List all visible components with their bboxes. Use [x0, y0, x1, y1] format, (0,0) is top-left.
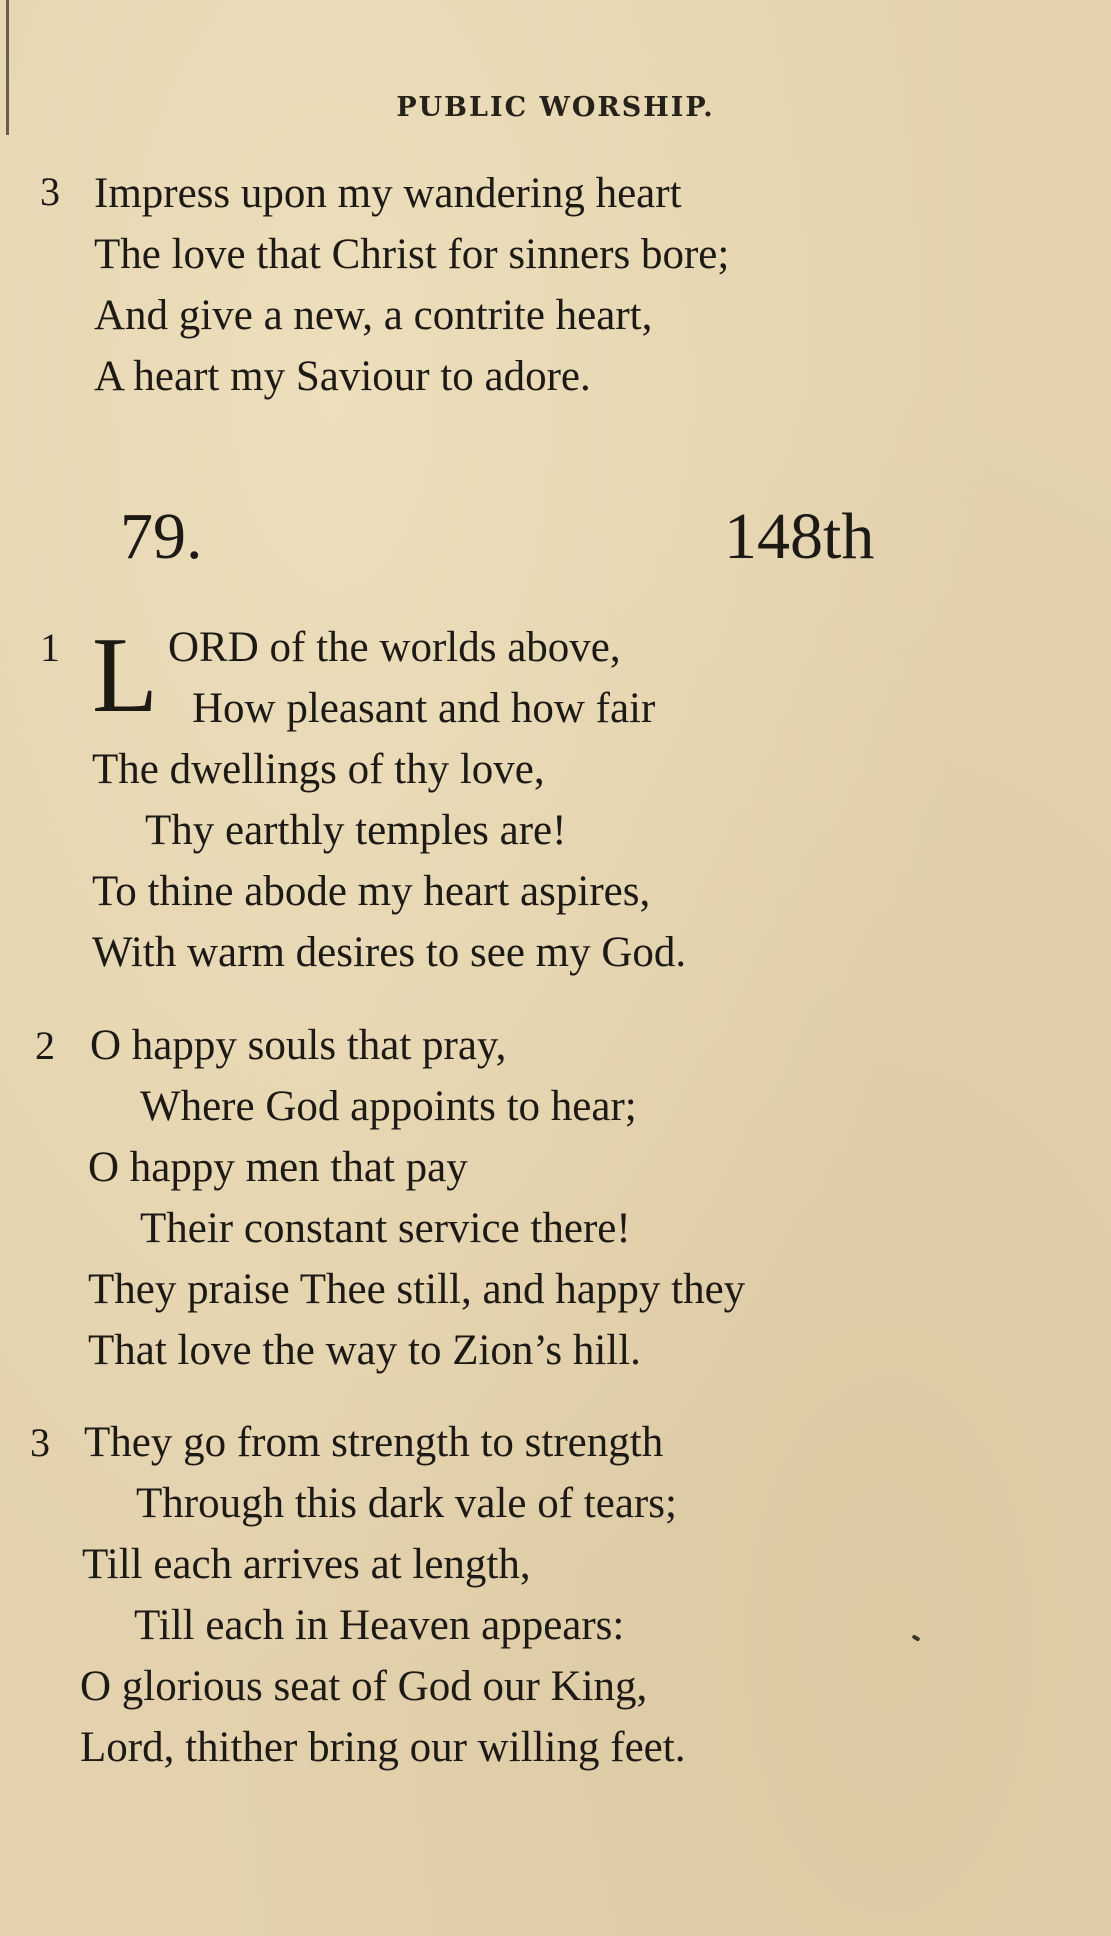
- verse-line: Thy earthly temples are!: [145, 807, 567, 854]
- verse-line: Lord, thither bring our willing feet.: [80, 1724, 686, 1771]
- verse-line: With warm desires to see my God.: [92, 929, 687, 976]
- verse-line: ORD of the worlds above,: [168, 624, 621, 671]
- verse-number: 1: [40, 625, 60, 670]
- verse-line: Where God appoints to hear;: [140, 1083, 637, 1130]
- verse-line: Their constant service there!: [140, 1205, 631, 1252]
- verse-line: A heart my Saviour to adore.: [94, 353, 591, 400]
- verse-line: Till each in Heaven appears:: [134, 1602, 625, 1649]
- verse-line: And give a new, a contrite heart,: [94, 292, 653, 339]
- drop-cap: L: [92, 616, 158, 735]
- verse-number: 3: [30, 1420, 50, 1465]
- running-head: PUBLIC WORSHIP.: [396, 92, 715, 123]
- verse-line: That love the way to Zion’s hill.: [88, 1327, 641, 1374]
- verse-line: How pleasant and how fair: [192, 685, 656, 732]
- verse-number: 2: [35, 1023, 55, 1068]
- verse-line: Till each arrives at length,: [82, 1541, 531, 1588]
- verse-line: They go from strength to strength: [84, 1419, 664, 1466]
- verse-line: The dwellings of thy love,: [92, 746, 545, 793]
- verse-line: O happy souls that pray,: [90, 1022, 507, 1069]
- verse-line: Impress upon my wandering heart: [94, 170, 682, 217]
- ink-speck: [912, 1634, 921, 1641]
- verse-line: O glorious seat of God our King,: [80, 1663, 648, 1710]
- verse-line: O happy men that pay: [88, 1144, 468, 1191]
- verse-line: To thine abode my heart aspires,: [92, 868, 651, 915]
- verse-number: 3: [40, 169, 60, 214]
- verse-line: Through this dark vale of tears;: [136, 1480, 677, 1527]
- hymn-meter: 148th: [724, 500, 875, 573]
- hymn-number: 79.: [120, 500, 203, 573]
- verse-line: The love that Christ for sinners bore;: [94, 231, 730, 278]
- verse-line: They praise Thee still, and happy they: [88, 1266, 746, 1313]
